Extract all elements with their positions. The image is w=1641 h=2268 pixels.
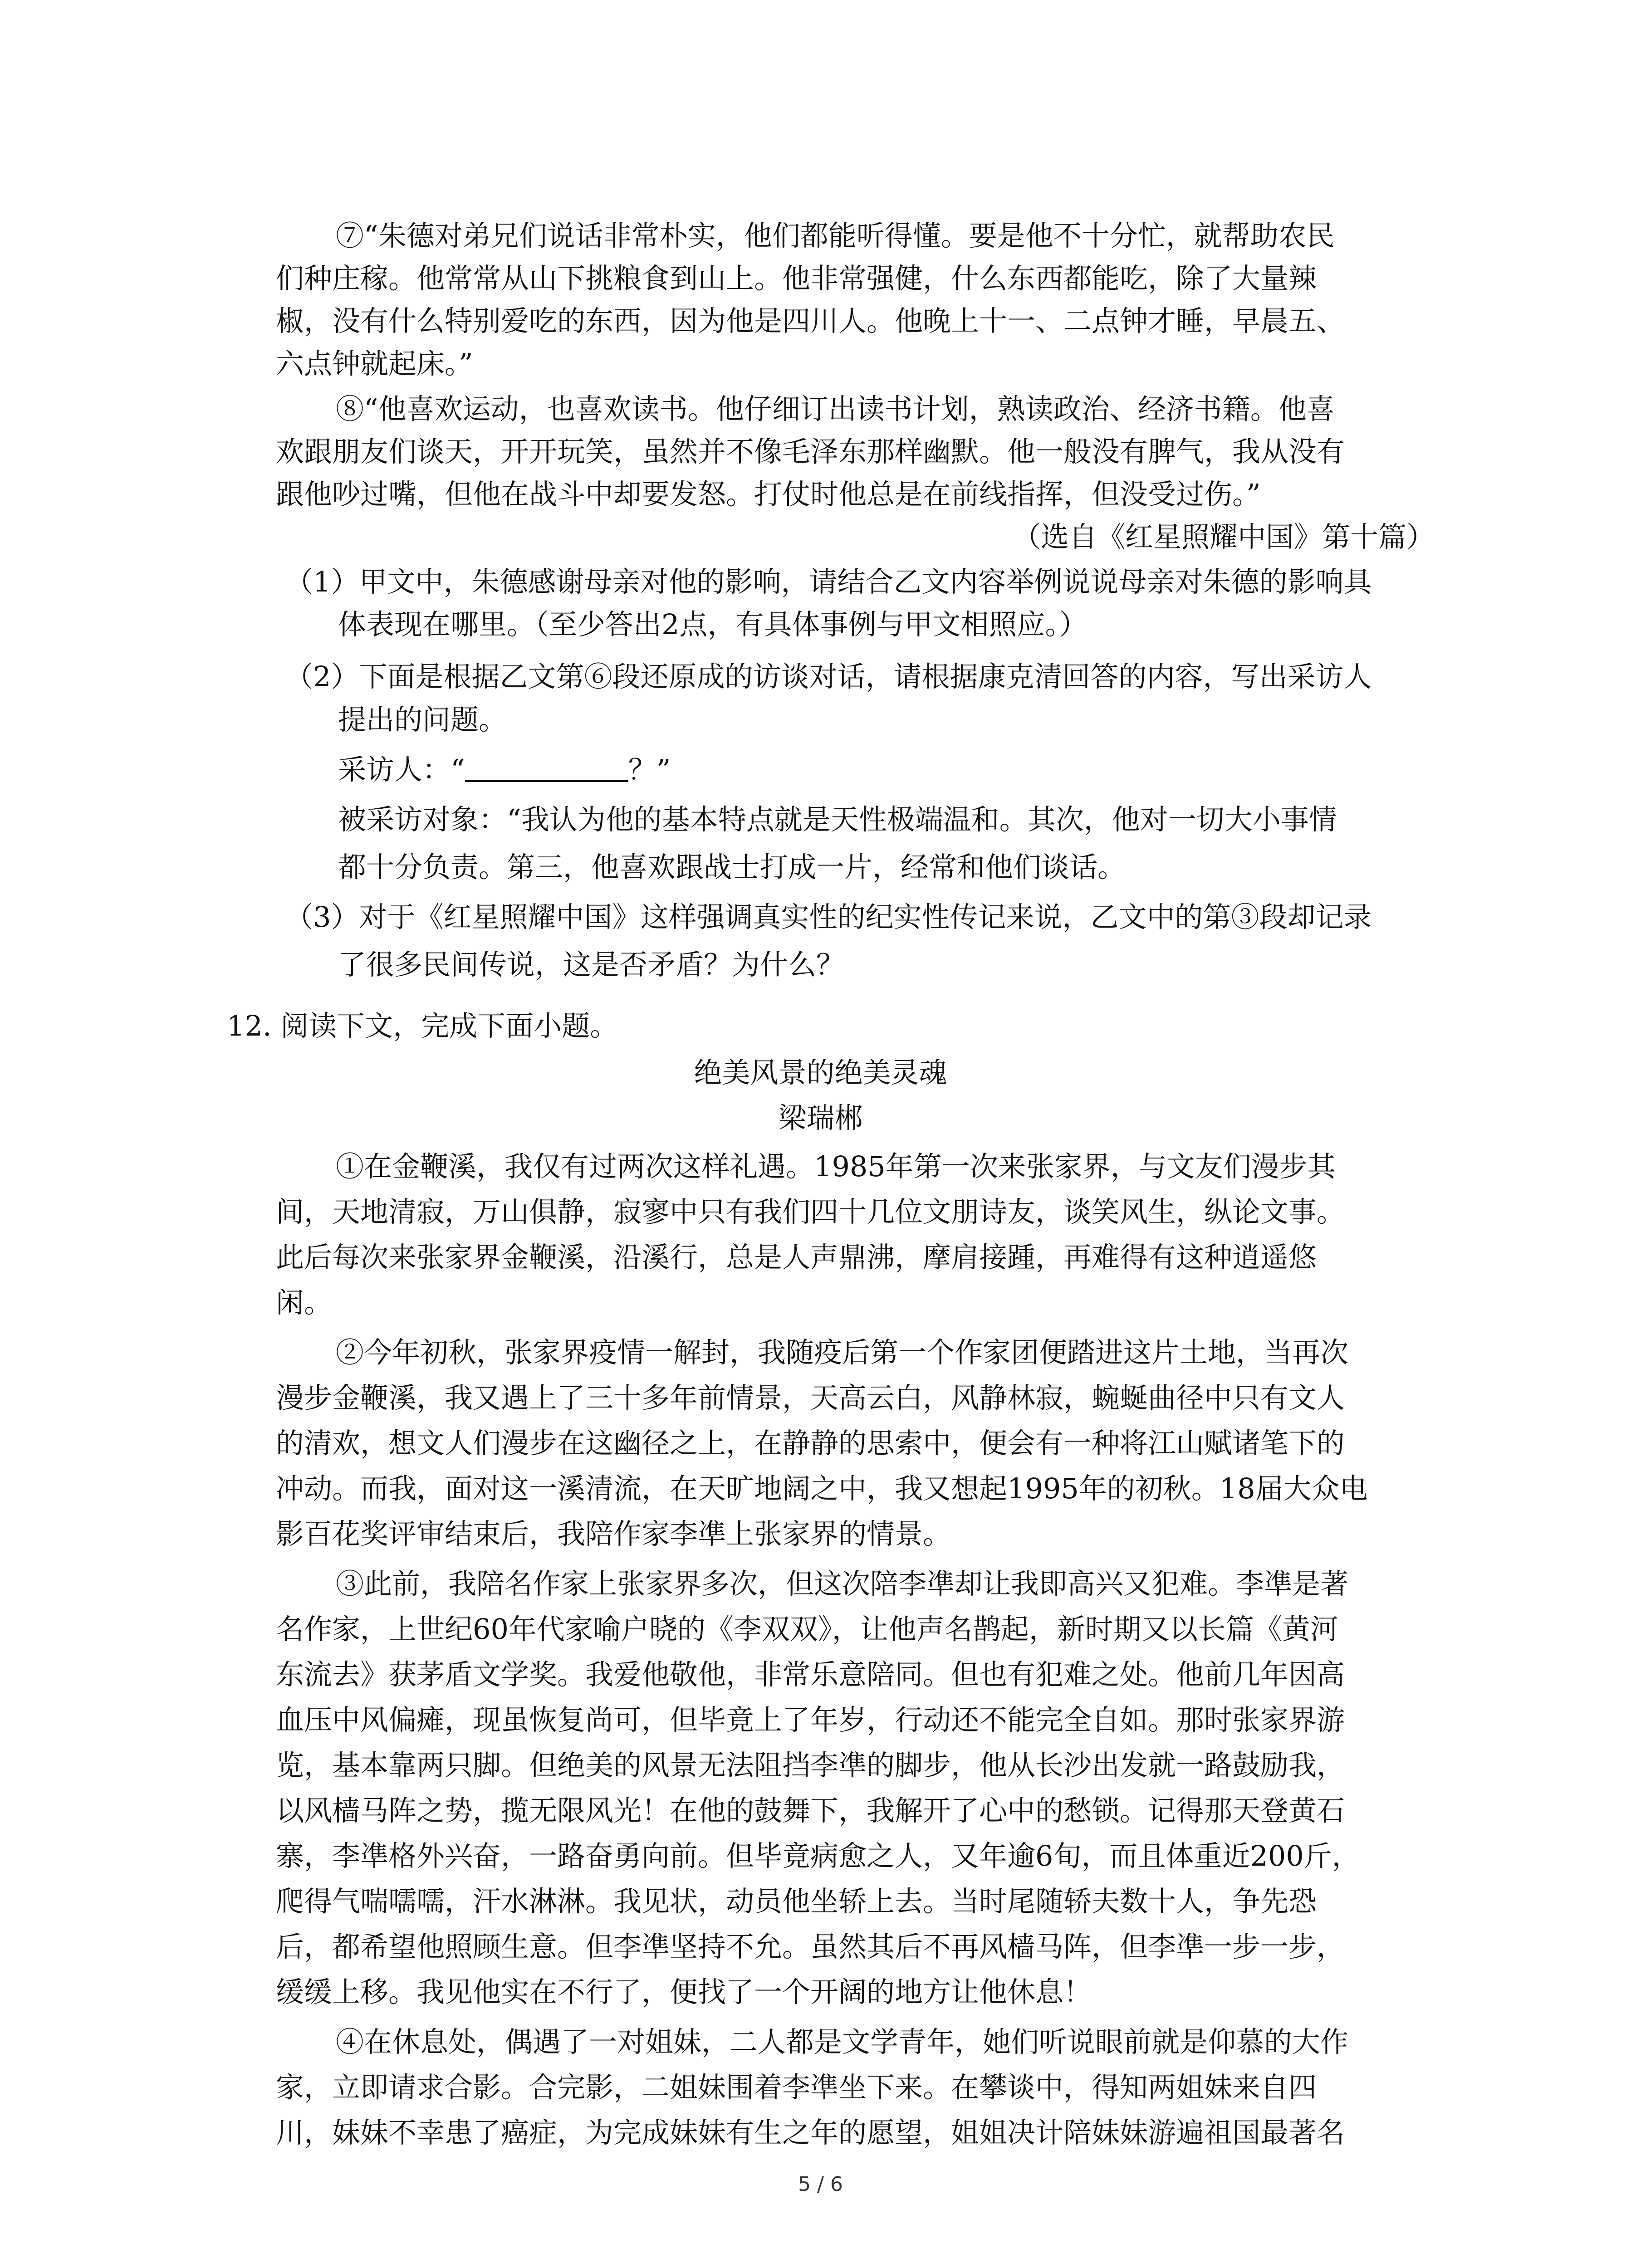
article-paragraph-2-line: 冲动。而我，面对这一溪清流，在天旷地阔之中，我又想起1995年的初秋。18届大众电	[276, 1472, 1368, 1505]
article-paragraph-3-line: ③此前，我陪名作家上张家界多次，但这次陪李凖却让我即高兴又犯难。李凖是著	[336, 1567, 1349, 1600]
interviewer-line	[338, 748, 671, 791]
interviewer-prefix: 采访人：“	[338, 753, 465, 786]
paragraph-7-line: 椒，没有什么特别爱吃的东西，因为他是四川人。他晚上十一、二点钟才睡，早晨五、	[276, 304, 1345, 337]
question-3-line: （3）对于《红星照耀中国》这样强调真实性的纪实性传记来说，乙文中的第③段却记录	[285, 900, 1372, 934]
article-paragraph-3-line: 东流去》获茅盾文学奖。我爱他敬他，非常乐意陪同。但也有犯难之处。他前几年因高	[276, 1658, 1345, 1691]
article-paragraph-2-line: 的清欢，想文人们漫步在这幽径之上，在静静的思索中，便会有一种将江山赋诸笔下的	[276, 1427, 1345, 1460]
question-2-line: （2）下面是根据乙文第⑥段还原成的访谈对话，请根据康克清回答的内容，写出采访人	[285, 660, 1372, 693]
article-paragraph-3-line: 寨，李凖格外兴奋，一路奋勇向前。但毕竟病愈之人，又年逾6旬，而且体重近200斤，	[276, 1839, 1360, 1872]
answer-blank[interactable]	[465, 753, 628, 782]
article-paragraph-4-line: ④在休息处，偶遇了一对姐妹，二人都是文学青年，她们听说眼前就是仰慕的大作	[336, 2025, 1349, 2058]
source-citation: （选自《红星照耀中国》第十篇）	[1012, 520, 1435, 553]
article-paragraph-1-line: 闲。	[276, 1286, 333, 1319]
article-author: 梁瑞郴	[778, 1101, 863, 1134]
article-paragraph-4-line: 川，妹妹不幸患了癌症，为完成妹妹有生之年的愿望，姐姐决计陪妹妹游遍祖国最著名	[276, 2116, 1345, 2149]
paragraph-7-line: 六点钟就起床。”	[276, 347, 473, 380]
article-paragraph-3-line: 以风樯马阵之势，揽无限风光！在他的鼓舞下，我解开了心中的愁锁。记得那天登黄石	[276, 1794, 1345, 1827]
interviewee-line: 被采访对象：“我认为他的基本特点就是天性极端温和。其次，他对一切大小事情	[338, 803, 1337, 836]
question-1-line: （1）甲文中，朱德感谢母亲对他的影响，请结合乙文内容举例说说母亲对朱德的影响具	[285, 565, 1372, 598]
article-title: 绝美风景的绝美灵魂	[694, 1056, 947, 1089]
article-paragraph-4-line: 家，立即请求合影。合完影，二姐妹围着李凖坐下来。在攀谈中，得知两姐妹来自四	[276, 2071, 1317, 2104]
article-paragraph-3-line: 名作家，上世纪60年代家喻户晓的《李双双》，让他声名鹊起，新时期又以长篇《黄河	[276, 1613, 1338, 1646]
page-number: 5 / 6	[798, 2173, 843, 2196]
interviewee-line: 都十分负责。第三，他喜欢跟战士打成一片，经常和他们谈话。	[338, 850, 1126, 884]
article-paragraph-1-line: 此后每次来张家界金鞭溪，沿溪行，总是人声鼎沸，摩肩接踵，再难得有这种逍遥悠	[276, 1241, 1317, 1274]
interviewer-suffix: ？”	[628, 753, 671, 786]
paragraph-8-line: 欢跟朋友们谈天，开开玩笑，虽然并不像毛泽东那样幽默。他一般没有脾气，我从没有	[276, 435, 1345, 468]
paragraph-7-line: ⑦“朱德对弟兄们说话非常朴实，他们都能听得懂。要是他不十分忙，就帮助农民	[336, 219, 1335, 252]
article-paragraph-3-line: 览，基本靠两只脚。但绝美的风景无法阻挡李凖的脚步，他从长沙出发就一路鼓励我，	[276, 1749, 1345, 1782]
paragraph-8-line: 跟他吵过嘴，但他在战斗中却要发怒。打仗时他总是在前线指挥，但没受过伤。”	[276, 478, 1261, 511]
article-paragraph-3-line: 缓缓上移。我见他实在不行了，便找了一个开阔的地方让他休息！	[276, 1975, 1092, 2009]
article-paragraph-2-line: 影百花奖评审结束后，我陪作家李凖上张家界的情景。	[276, 1517, 951, 1550]
article-paragraph-3-line: 血压中风偏瘫，现虽恢复尚可，但毕竟上了年岁，行动还不能完全自如。那时张家界游	[276, 1703, 1345, 1736]
question-2-line: 提出的问题。	[338, 703, 507, 736]
article-paragraph-1-line: ①在金鞭溪，我仅有过两次这样礼遇。1985年第一次来张家界，与文友们漫步其	[336, 1150, 1336, 1183]
question-1-line: 体表现在哪里。（至少答出2点，有具体事例与甲文相照应。）	[338, 608, 1087, 641]
article-paragraph-3-line: 后，都希望他照顾生意。但李凖坚持不允。虽然其后不再风樯马阵，但李凖一步一步，	[276, 1930, 1345, 1963]
paragraph-8-line: ⑧“他喜欢运动，也喜欢读书。他仔细订出读书计划，熟读政治、经济书籍。他喜	[336, 392, 1335, 425]
article-paragraph-2-line: ②今年初秋，张家界疫情一解封，我随疫后第一个作家团便踏进这片土地，当再次	[336, 1336, 1349, 1369]
question-12-heading: 12. 阅读下文，完成下面小题。	[227, 1009, 618, 1042]
paragraph-7-line: 们种庄稼。他常常从山下挑粮食到山上。他非常强健，什么东西都能吃，除了大量辣	[276, 262, 1317, 295]
article-paragraph-3-line: 爬得气喘嚅嚅，汗水淋淋。我见状，动员他坐轿上去。当时尾随轿夫数十人，争先恐	[276, 1885, 1317, 1918]
question-3-line: 了很多民间传说，这是否矛盾？为什么？	[338, 948, 845, 981]
article-paragraph-2-line: 漫步金鞭溪，我又遇上了三十多年前情景，天高云白，风静林寂，蜿蜒曲径中只有文人	[276, 1381, 1345, 1414]
article-paragraph-1-line: 间，天地清寂，万山俱静，寂寥中只有我们四十几位文朋诗友，谈笑风生，纵论文事。	[276, 1195, 1345, 1228]
